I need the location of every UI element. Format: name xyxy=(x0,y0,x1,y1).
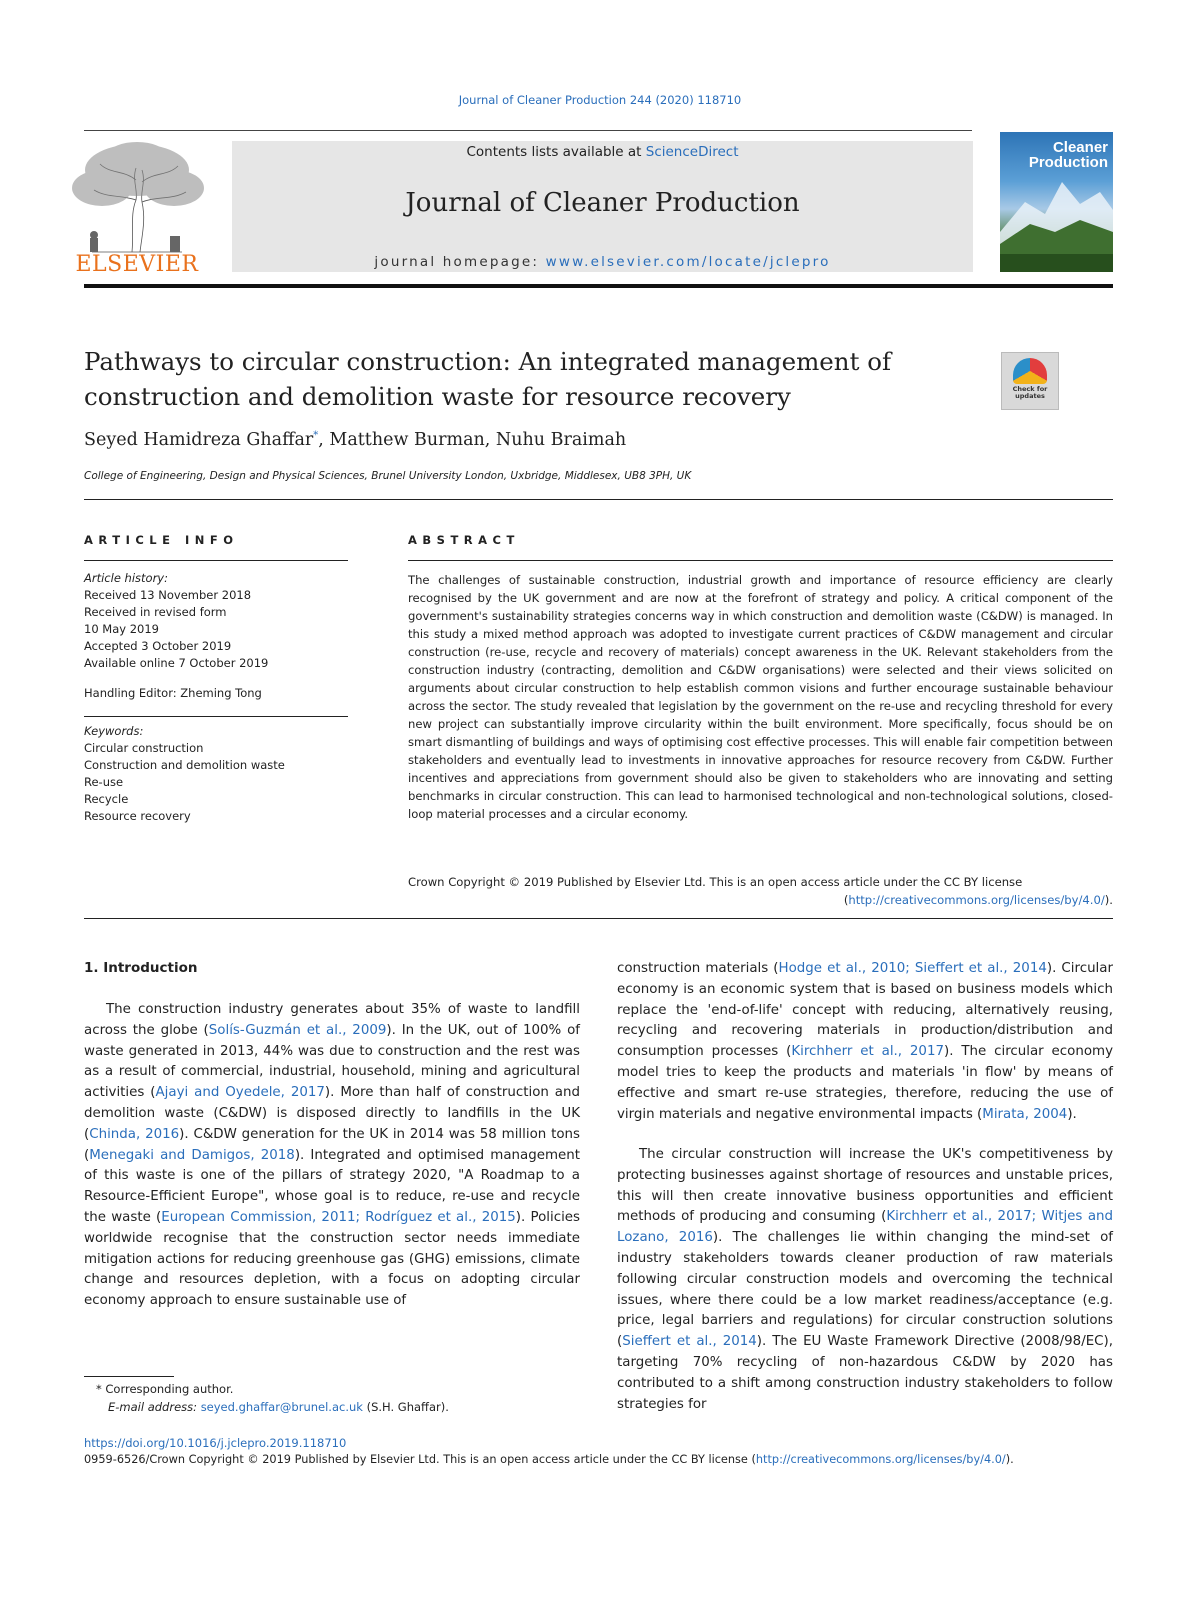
license-close: ). xyxy=(1104,893,1113,907)
paragraph-text: ). Circular economy is an economic system that is based on business models which replace the 'end-of-life' concept with reducing, alternatively reusing, recycling and recovering materials in production/distribution and consumption processes ( xyxy=(617,961,1113,1060)
intro-paragraph-left xyxy=(84,1000,580,1312)
paragraph-text: The circular construction will increase the UK's competitiveness by protecting businesses against shortage of resources and unstable prices, this will then create innovative business opportunities and efficient methods of producing and consuming ( xyxy=(617,1147,1113,1225)
citation-link[interactable]: Menegaki and Damigos, 2018 xyxy=(89,1147,295,1163)
paragraph-text: ). More than half of construction and demolition waste (C&DW) is disposed directly to landfills in the UK ( xyxy=(84,1085,580,1142)
citation-link[interactable]: Solís-Guzmán et al., 2009 xyxy=(208,1022,387,1038)
citation-link[interactable]: Hodge et al., 2010; Sieffert et al., 2014 xyxy=(778,961,1047,976)
issn-close: ). xyxy=(1005,1453,1014,1466)
footnote-email xyxy=(108,1400,449,1414)
crossmark-label xyxy=(1002,386,1058,400)
email-owner: (S.H. Ghaffar). xyxy=(366,1400,449,1414)
paragraph-text: ). The EU Waste Framework Directive (2008/98/EC), targeting 70% recycling of non-hazardous C&DW by 2020 has contributed to a shift among construction industry stakeholders to follow strategies for xyxy=(617,1334,1113,1412)
homepage-link[interactable]: www.elsevier.com/locate/jclepro xyxy=(545,254,831,270)
keywords-rule xyxy=(84,716,348,717)
crossmark-icon xyxy=(1013,358,1047,384)
paragraph-text: ). The challenges lie within changing the mind-set of industry stakeholders towards cleaner production of raw materials following circular construction models and overcoming the technical issues, where there could be a low market readiness/acceptance (e.g. price, legal barriers and regulations) for circular construction solutions ( xyxy=(617,1230,1113,1350)
contents-prefix: Contents lists available at xyxy=(466,144,646,160)
paragraph-text: ). The circular economy model tries to keep the products and materials 'in flow' by means of effective and smart re-use strategies, therefore, reducing the use of virgin materials and negative environmental impacts ( xyxy=(617,1044,1113,1122)
citation-link[interactable]: Sieffert et al., 2014 xyxy=(622,1334,757,1350)
paragraph-text: ). xyxy=(1067,1106,1077,1122)
issn-copyright-line xyxy=(84,1453,1014,1466)
keywords xyxy=(84,723,285,825)
paper-title: Pathways to circular construction: An integrated management of construction and demolition waste for resource recovery xyxy=(84,347,892,411)
article-info-heading: ARTICLE INFO xyxy=(84,533,239,547)
footnote-marker: * xyxy=(96,1382,102,1396)
running-head[interactable]: Journal of Cleaner Production 244 (2020) 118710 xyxy=(458,93,742,107)
footnote-rule xyxy=(84,1376,174,1377)
intro-paragraph-right-2 xyxy=(617,1145,1113,1415)
header-rule xyxy=(84,130,972,131)
abstract-rule xyxy=(408,560,1113,561)
paragraph-text: ). C&DW generation for the UK in 2014 was 58 million tons ( xyxy=(84,1126,580,1163)
elsevier-wordmark: ELSEVIER xyxy=(75,252,199,277)
paragraph-text: The construction industry generates about 35% of waste to landfill across the globe ( xyxy=(84,1002,580,1038)
header-thick-rule xyxy=(84,284,1113,288)
keyword-item: Re-use xyxy=(84,775,124,789)
paragraph-text: construction materials ( xyxy=(617,961,779,976)
affiliation-rule xyxy=(84,499,1113,500)
contents-line xyxy=(232,144,973,160)
abstract-license xyxy=(408,891,1113,909)
citation-link[interactable]: European Commission, 2011; Rodríguez et al., 2015 xyxy=(161,1209,516,1225)
crossmark-label-line2: updates xyxy=(1015,392,1045,400)
history-item: 10 May 2019 xyxy=(84,622,159,636)
sciencedirect-link[interactable]: ScienceDirect xyxy=(645,144,739,160)
citation-link[interactable]: Kirchherr et al., 2017; Witjes and Lozano, 2016 xyxy=(617,1209,1114,1246)
abstract-end-rule xyxy=(84,918,1113,919)
keyword-item: Recycle xyxy=(84,792,129,806)
history-item: Available online 7 October 2019 xyxy=(84,656,269,670)
abstract-copyright: Crown Copyright © 2019 Published by Elsevier Ltd. This is an open access article under the CC BY license xyxy=(408,875,1023,889)
crossmark-button[interactable] xyxy=(1001,352,1059,410)
license-open: ( xyxy=(843,893,849,907)
cover-title-line1: Cleaner xyxy=(1052,139,1108,156)
journal-cover-thumbnail[interactable] xyxy=(1000,132,1113,272)
email-link[interactable]: seyed.ghaffar@brunel.ac.uk xyxy=(200,1400,363,1414)
history-item: Received 13 November 2018 xyxy=(84,588,252,602)
paragraph-text: ). Integrated and optimised management of this waste is one of the pillars of strategy 2020, "A Roadmap to a Resource-Efficient Europe", whose goal is to reduce, re-use and recycle the waste ( xyxy=(84,1147,580,1225)
history-item: Accepted 3 October 2019 xyxy=(84,639,232,653)
section-heading-introduction: 1. Introduction xyxy=(84,960,198,976)
citation-link[interactable]: Mirata, 2004 xyxy=(982,1106,1068,1122)
footnote-corresponding xyxy=(96,1382,233,1396)
article-history xyxy=(84,570,348,672)
homepage-line xyxy=(232,254,973,270)
citation-link[interactable]: Ajayi and Oyedele, 2017 xyxy=(155,1085,325,1101)
issn-license-link[interactable]: http://creativecommons.org/licenses/by/4.0/ xyxy=(755,1453,1006,1466)
cover-title xyxy=(1008,140,1108,170)
author-list xyxy=(84,430,626,450)
email-label: E-mail address: xyxy=(108,1400,198,1414)
author-rest: , Matthew Burman, Nuhu Braimah xyxy=(318,430,627,450)
history-label: Article history: xyxy=(84,571,168,585)
keyword-item: Circular construction xyxy=(84,741,204,755)
license-link[interactable]: http://creativecommons.org/licenses/by/4.0/ xyxy=(848,893,1105,907)
handling-editor: Handling Editor: Zheming Tong xyxy=(84,686,262,700)
corresponding-label: Corresponding author. xyxy=(105,1382,234,1396)
cover-title-line2: Production xyxy=(1028,154,1108,171)
paragraph-text: ). In the UK, out of 100% of waste generated in 2013, 44% was due to construction and the rest was as a result of commercial, industrial, household, mining and agricultural activities ( xyxy=(84,1022,580,1101)
keywords-label: Keywords: xyxy=(84,724,144,738)
affiliation: College of Engineering, Design and Physical Sciences, Brunel University London, Uxbridge, Middlesex, UB8 3PH, UK xyxy=(84,470,692,482)
journal-name: Journal of Cleaner Production xyxy=(405,188,800,218)
abstract-text: The challenges of sustainable construction, industrial growth and importance of resource efficiency are clearly recognised by the UK government and are now at the forefront of strategy and policy. A critical component of the government's sustainability strategies concerns way in which construction and demolition waste (C&DW) is managed. In this study a mixed method approach was adopted to investigate current practices of C&DW management and circular construction (re-use, recycle and recovery of materials) concept awareness in the UK. Relevant stakeholders from the construction industry (contracting, demolition and C&DW organisations) were selected and their views solicited on arguments about circular construction to help establish common visions and further encourage sustainable behaviour across the sector. The study revealed that legislation by the government on the re-use and recycling threshold for every new project can substantially improve circularity within the built environment. More specifically, focus should be on smart dismantling of buildings and ways of optimising cost effective processes. This will enable fair competition between stakeholders and eventually lead to investments in innovative approaches for resource recovery from C&DW. Further incentives and appreciations from government should also be given to stakeholders who are innovating and setting benchmarks in circular construction. This can lead to harmonised technological and non-technological solutions, closed-loop material processes and a circular economy. xyxy=(408,573,1113,821)
paragraph-text: ). Policies worldwide recognise that the construction sector needs immediate mitigation actions for reducing greenhouse gas (GHG) emissions, climate change and resources depletion, with a focus on adopting circular economy approach to ensure sustainable use of xyxy=(84,1209,581,1309)
abstract-heading: ABSTRACT xyxy=(408,533,520,547)
intro-paragraph-right-1 xyxy=(617,959,1113,1125)
article-info-rule xyxy=(84,560,348,561)
keyword-item: Construction and demolition waste xyxy=(84,758,285,772)
history-item: Received in revised form xyxy=(84,605,227,619)
keyword-item: Resource recovery xyxy=(84,809,191,823)
citation-link[interactable]: Chinda, 2016 xyxy=(89,1126,180,1142)
corresponding-marker[interactable]: * xyxy=(313,430,319,442)
citation-link[interactable]: Kirchherr et al., 2017 xyxy=(791,1044,944,1060)
homepage-prefix: journal homepage: xyxy=(374,254,546,270)
issn-text: 0959-6526/Crown Copyright © 2019 Published by Elsevier Ltd. This is an open access article under the CC BY license ( xyxy=(84,1453,756,1466)
doi-link[interactable]: https://doi.org/10.1016/j.jclepro.2019.118710 xyxy=(84,1436,347,1450)
author-first: Seyed Hamidreza Ghaffar xyxy=(84,430,314,450)
crossmark-label-line1: Check for xyxy=(1012,385,1048,393)
